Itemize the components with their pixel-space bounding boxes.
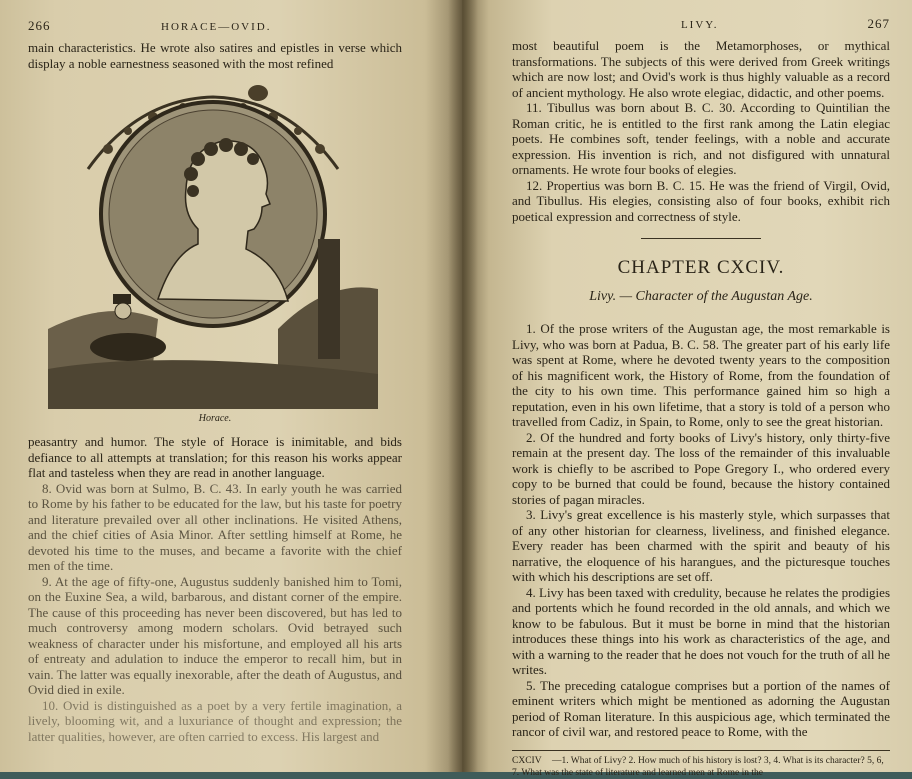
right-paragraph: 12. Propertius was born B. C. 15. He was the friend of Virgil, Ovid, and Tibullus. His elegies, consisting also of four books, exhibit rich poetical expression and correctness of style. <box>512 177 890 224</box>
left-paragraph: 10. Ovid is distinguished as a poet by a very fertile imagination, a lively, blooming wit, and a luxuriance of thought and expression; the latter qualities, however, are often carried to excess. His largest and <box>28 697 402 744</box>
right-paragraph: 1. Of the prose writers of the Augustan age, the most remarkable is Livy, who was born at Padua, B. C. 58. The greater part of his early life was spent at Rome, where he devoted twenty years to the composition of his magnificent work, the History of Rome, from the foundation of the city to his own time. This performance gained him so high a reputation, even in his own lifetime, that a story is told of a person who travelled from Cadiz, in Spain, to Rome, only to see the great historian. <box>512 321 890 429</box>
right-paragraph: 3. Livy's great excellence is his masterly style, which surpasses that of any other historian for clearness, liveliness, and finished elegance. Every reader has been charmed with the spirit and beauty of his narrative, the eloquence of his harangues, and the picturesque touches with which his descriptions are set off. <box>512 507 890 584</box>
left-top-lines: main characteristics. He wrote also satires and epistles in verse which display a noble earnestness seasoned with the most refined <box>28 40 402 71</box>
right-top-body <box>512 38 890 224</box>
right-paragraph: 11. Tibullus was born about B. C. 30. According to Quintilian the Roman critic, he is entitled to the first rank among the Latin elegiac poets. He combines soft, tender feelings, with a noble and accurate expression. His invention is rich, and not disfigured with unnatural ornaments. He wrote four books of elegies. <box>512 100 890 177</box>
footnote-text: —1. What of Livy? 2. How much of his history is lost? 3, 4. What is its character? 5, 6, 7. What was the state of literature and learned men at Rome in the <box>512 755 884 778</box>
right-paragraph: most beautiful poem is the Metamorphoses, or mythical transformations. The subjects of this were derived from Greek writings which are now lost; and Ovid's work is thus highly valuable as a record of ancient mythology. He also wrote elegiac, didactic, and other poems. <box>512 38 890 100</box>
right-running-title: LIVY. <box>680 19 719 31</box>
horace-portrait-illustration <box>48 79 378 409</box>
right-paragraph: 4. Livy has been taxed with credulity, because he relates the prodigies and portents which he found recorded in the old annals, and which we know to be fabulous. But it must be borne in mind that the historian introduces these things into his work as characteristics of the age, and with a warning to the reader that he does not vouch for the truth of all he writes. <box>512 584 890 677</box>
footnote-label: CXCIV <box>512 755 542 766</box>
footnote <box>512 755 890 779</box>
left-running-title: HORACE—OVID. <box>161 21 272 33</box>
right-page <box>462 0 912 778</box>
horace-engraving <box>48 79 378 409</box>
right-paragraph: 2. Of the hundred and forty books of Livy's history, only thirty-five remain at the present day. The loss of the remainder of this invaluable work is chiefly to be ascribed to Pope Gregory I., who ordered every copy to be burned that could be found, because the history contained stories of pagan miracles. <box>512 429 890 507</box>
left-paragraph: peasantry and humor. The style of Horace is inimitable, and bids defiance to all attempts at translation; for this reason his works appear flat and tasteless when they are read in another language. <box>28 434 402 480</box>
left-body <box>28 434 402 744</box>
right-paragraph: 5. The preceding catalogue comprises but a portion of the names of eminent writers which might be mentioned as adorning the Augustan period of Roman literature. In this auspicious age, which terminated the rancor of civil war, and restored peace to Rome, with the <box>512 677 890 739</box>
left-paragraph: 9. At the age of fifty-one, Augustus suddenly banished him to Tomi, on the Euxine Sea, a wild, barbarous, and distant corner of the empire. The cause of this proceeding has never been discovered, but has led to much controversy among modern scholars. Ovid betrayed such weakness of character under his misfortune, and employed all his arts of entreaty and adulation to induce the emperor to recall him, but in vain. The latter was equally inexorable, after the death of Augustus, and Ovid died in exile. <box>28 573 402 697</box>
footnote-rule <box>512 750 890 751</box>
chapter-subtitle: Livy. — Character of the Augustan Age. <box>589 289 813 304</box>
left-running-head <box>28 18 402 40</box>
figure-caption: Horace. <box>198 413 232 424</box>
left-page-number: 266 <box>28 18 51 33</box>
left-paragraph: 8. Ovid was born at Sulmo, B. C. 43. In early youth he was carried to Rome by his father to be educated for the law, but his taste for poetry and literature prevailed over all other inclinations. He visited Athens, and the chief cities of Asia Minor. After settling himself at Rome, he devoted his time to the muses, and became a favorite with the chief men of the time. <box>28 480 402 573</box>
right-running-head <box>512 16 890 38</box>
right-page-number: 267 <box>867 16 890 31</box>
section-divider <box>641 238 761 239</box>
right-body <box>512 321 890 740</box>
chapter-title: CHAPTER CXCIV. <box>617 257 785 278</box>
